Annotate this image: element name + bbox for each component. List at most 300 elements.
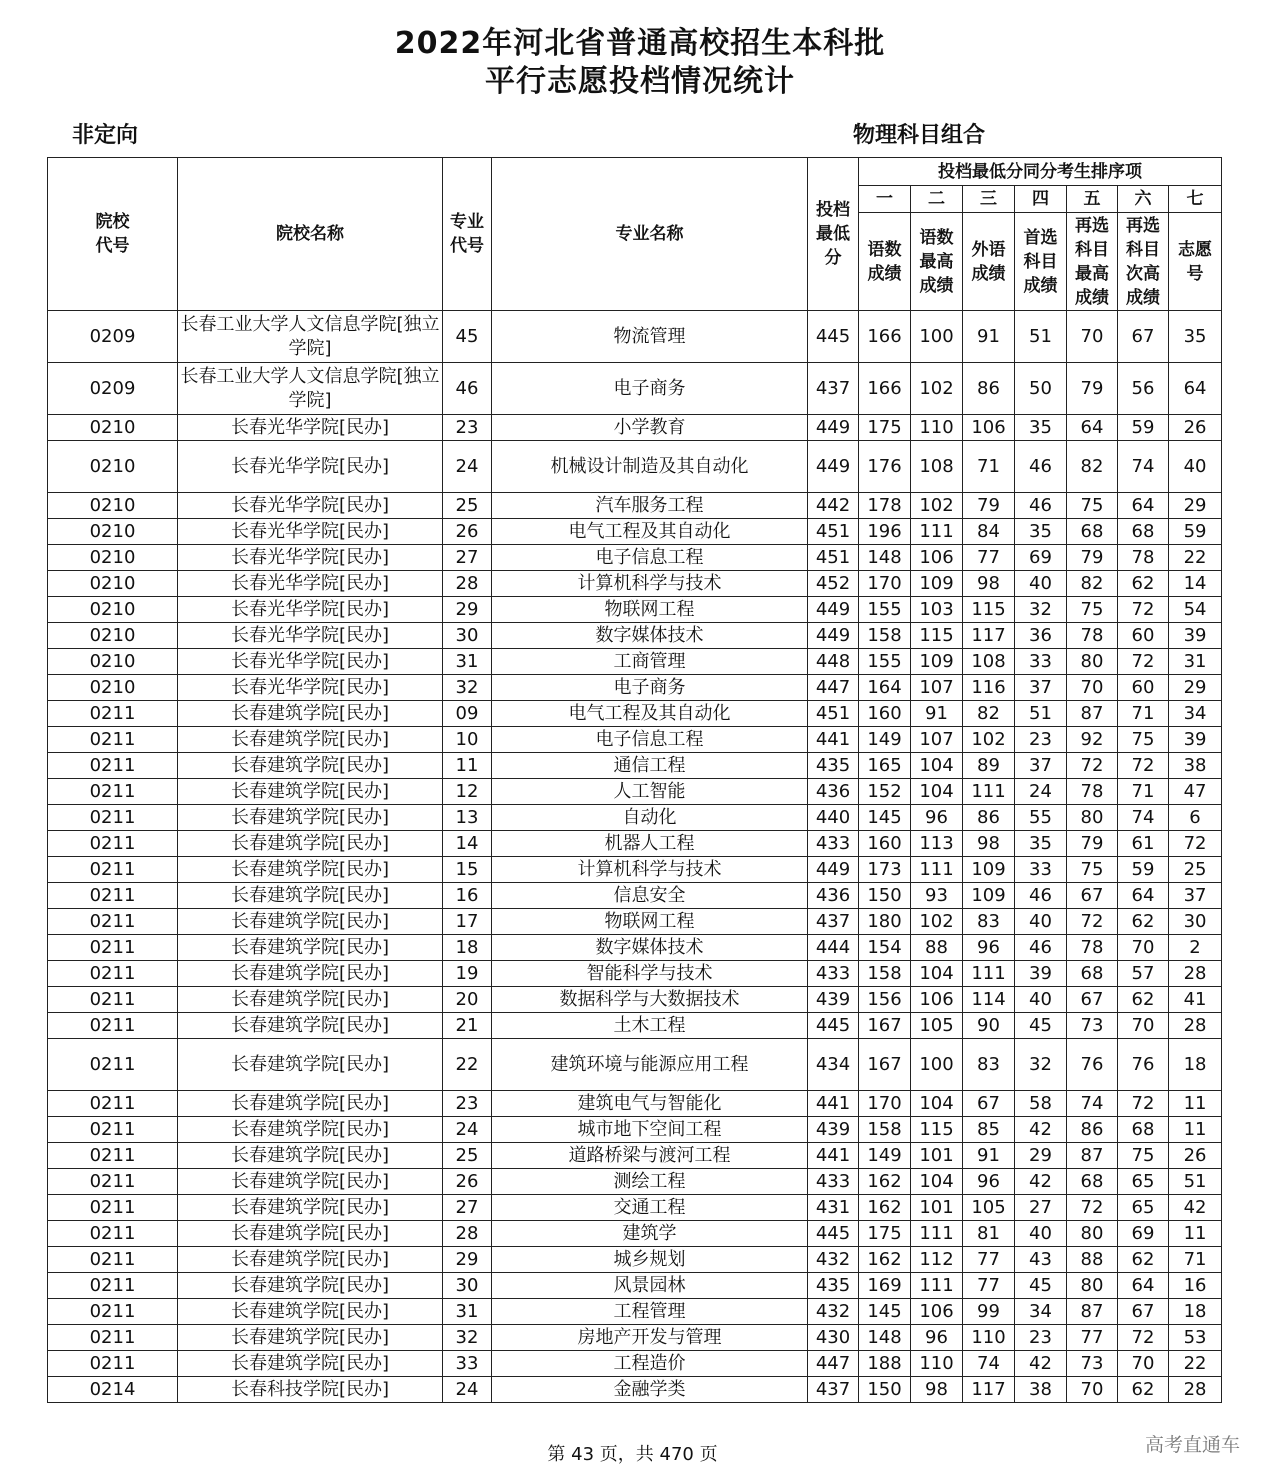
cell-first-subject: 27 (1015, 1195, 1067, 1221)
cell-major-name: 工商管理 (492, 649, 808, 675)
document-title-line1: 2022年河北省普通高校招生本科批 (394, 26, 886, 61)
cell-school-name: 长春建筑学院[民办] (178, 987, 443, 1013)
cell-chinese-math: 149 (859, 727, 911, 753)
cell-chinese-math-max: 88 (911, 935, 963, 961)
cell-preference-no: 26 (1169, 1143, 1222, 1169)
cell-chinese-math-max: 107 (911, 675, 963, 701)
cell-first-subject: 23 (1015, 1325, 1067, 1351)
table-row (48, 1039, 1222, 1091)
cell-major-code: 46 (443, 363, 492, 415)
cell-first-subject: 37 (1015, 675, 1067, 701)
cell-first-subject: 29 (1015, 1143, 1067, 1169)
cell-elective-max: 67 (1067, 883, 1118, 909)
cell-foreign-language: 71 (963, 441, 1015, 493)
table-row (48, 597, 1222, 623)
cell-major-name: 电子信息工程 (492, 727, 808, 753)
cell-school-name: 长春建筑学院[民办] (178, 779, 443, 805)
cell-foreign-language: 85 (963, 1117, 1015, 1143)
cell-school-name: 长春光华学院[民办] (178, 519, 443, 545)
cell-preference-no: 39 (1169, 727, 1222, 753)
cell-elective-max: 72 (1067, 753, 1118, 779)
cell-school-name: 长春光华学院[民办] (178, 441, 443, 493)
cell-min-score: 449 (808, 857, 859, 883)
cell-chinese-math: 164 (859, 675, 911, 701)
cell-preference-no: 42 (1169, 1195, 1222, 1221)
cell-elective-max: 87 (1067, 701, 1118, 727)
cell-chinese-math-max: 111 (911, 857, 963, 883)
table-row (48, 311, 1222, 363)
header-school-name: 院校名称 (178, 158, 443, 311)
cell-school-code: 0211 (48, 1117, 178, 1143)
cell-chinese-math-max: 115 (911, 1117, 963, 1143)
cell-foreign-language: 77 (963, 1273, 1015, 1299)
cell-min-score: 449 (808, 441, 859, 493)
cell-first-subject: 35 (1015, 831, 1067, 857)
cell-chinese-math-max: 96 (911, 805, 963, 831)
cell-elective-second: 76 (1118, 1039, 1169, 1091)
cell-min-score: 448 (808, 649, 859, 675)
cell-school-name: 长春光华学院[民办] (178, 493, 443, 519)
cell-chinese-math: 158 (859, 623, 911, 649)
cell-major-name: 电气工程及其自动化 (492, 701, 808, 727)
cell-elective-max: 64 (1067, 415, 1118, 441)
cell-chinese-math-max: 111 (911, 1221, 963, 1247)
cell-school-code: 0211 (48, 1143, 178, 1169)
cell-first-subject: 58 (1015, 1091, 1067, 1117)
cell-major-name: 建筑环境与能源应用工程 (492, 1039, 808, 1091)
cell-school-code: 0210 (48, 571, 178, 597)
cell-major-code: 28 (443, 571, 492, 597)
cell-major-name: 土木工程 (492, 1013, 808, 1039)
cell-chinese-math: 145 (859, 805, 911, 831)
cell-major-code: 19 (443, 961, 492, 987)
header-tiebreak-item: 志愿号 (1169, 213, 1222, 311)
cell-chinese-math: 149 (859, 1143, 911, 1169)
cell-school-name: 长春建筑学院[民办] (178, 701, 443, 727)
cell-first-subject: 42 (1015, 1117, 1067, 1143)
cell-first-subject: 32 (1015, 597, 1067, 623)
cell-school-code: 0211 (48, 987, 178, 1013)
cell-min-score: 441 (808, 727, 859, 753)
cell-chinese-math-max: 107 (911, 727, 963, 753)
cell-school-code: 0211 (48, 805, 178, 831)
cell-elective-max: 68 (1067, 519, 1118, 545)
cell-min-score: 436 (808, 779, 859, 805)
cell-elective-max: 70 (1067, 675, 1118, 701)
cell-chinese-math: 178 (859, 493, 911, 519)
cell-preference-no: 59 (1169, 519, 1222, 545)
cell-chinese-math-max: 104 (911, 779, 963, 805)
cell-chinese-math-max: 105 (911, 1013, 963, 1039)
cell-school-name: 长春光华学院[民办] (178, 649, 443, 675)
table-row (48, 805, 1222, 831)
cell-school-code: 0210 (48, 545, 178, 571)
cell-preference-no: 22 (1169, 1351, 1222, 1377)
cell-school-code: 0211 (48, 1221, 178, 1247)
table-row (48, 1377, 1222, 1403)
cell-elective-second: 59 (1118, 857, 1169, 883)
cell-major-code: 24 (443, 441, 492, 493)
table-row (48, 623, 1222, 649)
cell-major-name: 工程管理 (492, 1299, 808, 1325)
cell-min-score: 445 (808, 1221, 859, 1247)
cell-chinese-math-max: 106 (911, 545, 963, 571)
cell-major-code: 33 (443, 1351, 492, 1377)
cell-preference-no: 11 (1169, 1091, 1222, 1117)
cell-foreign-language: 74 (963, 1351, 1015, 1377)
cell-elective-max: 79 (1067, 545, 1118, 571)
cell-school-name: 长春建筑学院[民办] (178, 1273, 443, 1299)
cell-elective-second: 67 (1118, 1299, 1169, 1325)
cell-school-code: 0211 (48, 909, 178, 935)
cell-school-name: 长春建筑学院[民办] (178, 727, 443, 753)
cell-min-score: 451 (808, 701, 859, 727)
cell-elective-second: 71 (1118, 701, 1169, 727)
table-row (48, 935, 1222, 961)
cell-foreign-language: 82 (963, 701, 1015, 727)
cell-chinese-math-max: 102 (911, 909, 963, 935)
cell-school-name: 长春建筑学院[民办] (178, 961, 443, 987)
cell-min-score: 430 (808, 1325, 859, 1351)
cell-first-subject: 43 (1015, 1247, 1067, 1273)
cell-school-code: 0210 (48, 493, 178, 519)
cell-major-name: 测绘工程 (492, 1169, 808, 1195)
cell-elective-max: 79 (1067, 831, 1118, 857)
table-row (48, 1169, 1222, 1195)
cell-first-subject: 38 (1015, 1377, 1067, 1403)
cell-school-name: 长春工业大学人文信息学院[独立学院] (178, 363, 443, 415)
table-row (48, 883, 1222, 909)
table-row (48, 857, 1222, 883)
cell-elective-max: 78 (1067, 623, 1118, 649)
cell-major-code: 27 (443, 545, 492, 571)
cell-preference-no: 28 (1169, 1013, 1222, 1039)
header-tiebreak-item: 语数最高成绩 (911, 213, 963, 311)
cell-min-score: 435 (808, 1273, 859, 1299)
cell-preference-no: 25 (1169, 857, 1222, 883)
cell-major-code: 27 (443, 1195, 492, 1221)
cell-foreign-language: 98 (963, 831, 1015, 857)
cell-min-score: 433 (808, 1169, 859, 1195)
cell-school-code: 0211 (48, 1013, 178, 1039)
header-rank-5: 五 (1067, 186, 1118, 213)
cell-first-subject: 33 (1015, 649, 1067, 675)
cell-elective-max: 87 (1067, 1299, 1118, 1325)
cell-chinese-math-max: 106 (911, 1299, 963, 1325)
cell-major-code: 25 (443, 1143, 492, 1169)
cell-school-code: 0211 (48, 1247, 178, 1273)
table-row (48, 1247, 1222, 1273)
table-row (48, 649, 1222, 675)
cell-major-name: 电子商务 (492, 363, 808, 415)
cell-chinese-math-max: 115 (911, 623, 963, 649)
cell-elective-second: 69 (1118, 1221, 1169, 1247)
cell-preference-no: 54 (1169, 597, 1222, 623)
cell-elective-max: 70 (1067, 311, 1118, 363)
cell-first-subject: 32 (1015, 1039, 1067, 1091)
cell-first-subject: 51 (1015, 311, 1067, 363)
cell-min-score: 439 (808, 1117, 859, 1143)
cell-preference-no: 64 (1169, 363, 1222, 415)
cell-min-score: 436 (808, 883, 859, 909)
cell-foreign-language: 115 (963, 597, 1015, 623)
cell-major-name: 人工智能 (492, 779, 808, 805)
cell-chinese-math-max: 111 (911, 1273, 963, 1299)
cell-first-subject: 40 (1015, 1221, 1067, 1247)
cell-foreign-language: 111 (963, 961, 1015, 987)
cell-major-code: 23 (443, 1091, 492, 1117)
cell-school-name: 长春建筑学院[民办] (178, 1325, 443, 1351)
table-row (48, 1143, 1222, 1169)
cell-elective-second: 62 (1118, 1377, 1169, 1403)
cell-major-code: 45 (443, 311, 492, 363)
cell-elective-second: 64 (1118, 883, 1169, 909)
cell-chinese-math-max: 104 (911, 1091, 963, 1117)
cell-min-score: 432 (808, 1247, 859, 1273)
cell-preference-no: 51 (1169, 1169, 1222, 1195)
cell-first-subject: 51 (1015, 701, 1067, 727)
cell-elective-second: 67 (1118, 311, 1169, 363)
cell-school-code: 0211 (48, 779, 178, 805)
cell-elective-second: 65 (1118, 1195, 1169, 1221)
header-rank-1: 一 (859, 186, 911, 213)
cell-chinese-math-max: 101 (911, 1195, 963, 1221)
cell-foreign-language: 117 (963, 1377, 1015, 1403)
cell-major-code: 22 (443, 1039, 492, 1091)
cell-elective-max: 80 (1067, 1221, 1118, 1247)
cell-chinese-math: 176 (859, 441, 911, 493)
cell-chinese-math: 165 (859, 753, 911, 779)
cell-preference-no: 37 (1169, 883, 1222, 909)
table-row (48, 779, 1222, 805)
header-major-code: 专业代号 (443, 158, 492, 311)
cell-elective-max: 75 (1067, 857, 1118, 883)
cell-first-subject: 23 (1015, 727, 1067, 753)
table-row (48, 675, 1222, 701)
cell-elective-second: 72 (1118, 753, 1169, 779)
cell-foreign-language: 102 (963, 727, 1015, 753)
cell-min-score: 433 (808, 961, 859, 987)
cell-chinese-math: 162 (859, 1195, 911, 1221)
cell-major-code: 17 (443, 909, 492, 935)
cell-min-score: 445 (808, 1013, 859, 1039)
cell-school-code: 0211 (48, 883, 178, 909)
header-rank-7: 七 (1169, 186, 1222, 213)
cell-first-subject: 35 (1015, 415, 1067, 441)
cell-chinese-math-max: 93 (911, 883, 963, 909)
cell-elective-second: 62 (1118, 1247, 1169, 1273)
cell-major-name: 电子信息工程 (492, 545, 808, 571)
cell-min-score: 442 (808, 493, 859, 519)
cell-chinese-math: 175 (859, 1221, 911, 1247)
cell-chinese-math-max: 108 (911, 441, 963, 493)
cell-first-subject: 35 (1015, 519, 1067, 545)
header-school-code: 院校代号 (48, 158, 178, 311)
cell-school-code: 0211 (48, 727, 178, 753)
cell-elective-max: 75 (1067, 493, 1118, 519)
cell-major-name: 小学教育 (492, 415, 808, 441)
cell-elective-second: 78 (1118, 545, 1169, 571)
cell-chinese-math: 156 (859, 987, 911, 1013)
cell-major-name: 数据科学与大数据技术 (492, 987, 808, 1013)
cell-school-code: 0210 (48, 675, 178, 701)
cell-chinese-math-max: 98 (911, 1377, 963, 1403)
cell-elective-second: 75 (1118, 727, 1169, 753)
cell-school-name: 长春建筑学院[民办] (178, 1169, 443, 1195)
table-row (48, 1117, 1222, 1143)
cell-major-code: 10 (443, 727, 492, 753)
cell-major-name: 工程造价 (492, 1351, 808, 1377)
cell-chinese-math-max: 91 (911, 701, 963, 727)
cell-min-score: 449 (808, 597, 859, 623)
cell-elective-second: 60 (1118, 623, 1169, 649)
cell-elective-max: 72 (1067, 909, 1118, 935)
cell-school-name: 长春建筑学院[民办] (178, 1299, 443, 1325)
cell-chinese-math: 145 (859, 1299, 911, 1325)
cell-chinese-math-max: 96 (911, 1325, 963, 1351)
cell-min-score: 437 (808, 363, 859, 415)
cell-chinese-math: 155 (859, 597, 911, 623)
cell-min-score: 432 (808, 1299, 859, 1325)
cell-min-score: 449 (808, 415, 859, 441)
cell-chinese-math: 170 (859, 1091, 911, 1117)
table-row (48, 493, 1222, 519)
cell-major-name: 金融学类 (492, 1377, 808, 1403)
cell-chinese-math: 173 (859, 857, 911, 883)
cell-chinese-math-max: 104 (911, 1169, 963, 1195)
cell-foreign-language: 86 (963, 363, 1015, 415)
cell-chinese-math-max: 111 (911, 519, 963, 545)
page-footer: 第 43 页，共 470 页 (547, 1444, 718, 1465)
cell-school-name: 长春建筑学院[民办] (178, 831, 443, 857)
cell-chinese-math: 166 (859, 311, 911, 363)
cell-foreign-language: 114 (963, 987, 1015, 1013)
cell-school-name: 长春建筑学院[民办] (178, 909, 443, 935)
cell-chinese-math: 150 (859, 1377, 911, 1403)
cell-school-code: 0211 (48, 857, 178, 883)
cell-first-subject: 50 (1015, 363, 1067, 415)
cell-elective-second: 64 (1118, 493, 1169, 519)
cell-elective-max: 79 (1067, 363, 1118, 415)
header-rank-2: 二 (911, 186, 963, 213)
cell-major-name: 数字媒体技术 (492, 623, 808, 649)
cell-first-subject: 40 (1015, 909, 1067, 935)
cell-chinese-math-max: 110 (911, 1351, 963, 1377)
cell-chinese-math: 152 (859, 779, 911, 805)
cell-major-code: 20 (443, 987, 492, 1013)
cell-chinese-math: 154 (859, 935, 911, 961)
header-tiebreak-item: 再选科目最高成绩 (1067, 213, 1118, 311)
table-row (48, 1013, 1222, 1039)
cell-foreign-language: 89 (963, 753, 1015, 779)
cell-major-name: 城乡规划 (492, 1247, 808, 1273)
watermark: 高考直通车 (1145, 1434, 1241, 1456)
cell-foreign-language: 98 (963, 571, 1015, 597)
cell-major-name: 自动化 (492, 805, 808, 831)
table-row (48, 1325, 1222, 1351)
cell-chinese-math: 162 (859, 1169, 911, 1195)
cell-preference-no: 2 (1169, 935, 1222, 961)
cell-min-score: 451 (808, 519, 859, 545)
cell-foreign-language: 90 (963, 1013, 1015, 1039)
cell-preference-no: 38 (1169, 753, 1222, 779)
header-rank-6: 六 (1118, 186, 1169, 213)
cell-elective-max: 78 (1067, 935, 1118, 961)
cell-foreign-language: 109 (963, 883, 1015, 909)
cell-major-name: 计算机科学与技术 (492, 571, 808, 597)
cell-major-name: 电子商务 (492, 675, 808, 701)
cell-school-code: 0211 (48, 935, 178, 961)
cell-preference-no: 22 (1169, 545, 1222, 571)
cell-preference-no: 72 (1169, 831, 1222, 857)
cell-school-name: 长春建筑学院[民办] (178, 1039, 443, 1091)
cell-first-subject: 45 (1015, 1273, 1067, 1299)
cell-foreign-language: 111 (963, 779, 1015, 805)
cell-foreign-language: 91 (963, 1143, 1015, 1169)
cell-preference-no: 40 (1169, 441, 1222, 493)
cell-elective-second: 71 (1118, 779, 1169, 805)
cell-first-subject: 42 (1015, 1169, 1067, 1195)
cell-min-score: 435 (808, 753, 859, 779)
cell-major-name: 交通工程 (492, 1195, 808, 1221)
cell-major-name: 信息安全 (492, 883, 808, 909)
cell-foreign-language: 116 (963, 675, 1015, 701)
cell-major-code: 24 (443, 1377, 492, 1403)
cell-school-code: 0210 (48, 623, 178, 649)
cell-elective-max: 80 (1067, 1273, 1118, 1299)
cell-major-code: 31 (443, 1299, 492, 1325)
cell-elective-second: 70 (1118, 1351, 1169, 1377)
cell-elective-max: 80 (1067, 805, 1118, 831)
cell-chinese-math: 169 (859, 1273, 911, 1299)
cell-foreign-language: 117 (963, 623, 1015, 649)
cell-chinese-math: 167 (859, 1039, 911, 1091)
cell-preference-no: 71 (1169, 1247, 1222, 1273)
cell-elective-second: 65 (1118, 1169, 1169, 1195)
cell-elective-max: 67 (1067, 987, 1118, 1013)
cell-school-name: 长春光华学院[民办] (178, 623, 443, 649)
cell-preference-no: 30 (1169, 909, 1222, 935)
cell-school-code: 0211 (48, 1169, 178, 1195)
cell-major-name: 建筑电气与智能化 (492, 1091, 808, 1117)
cell-first-subject: 39 (1015, 961, 1067, 987)
cell-foreign-language: 106 (963, 415, 1015, 441)
cell-foreign-language: 79 (963, 493, 1015, 519)
cell-chinese-math-max: 110 (911, 415, 963, 441)
cell-min-score: 447 (808, 675, 859, 701)
cell-foreign-language: 77 (963, 545, 1015, 571)
cell-chinese-math-max: 100 (911, 311, 963, 363)
cell-min-score: 444 (808, 935, 859, 961)
cell-school-code: 0210 (48, 415, 178, 441)
cell-major-code: 26 (443, 1169, 492, 1195)
cell-school-code: 0211 (48, 1299, 178, 1325)
cell-elective-second: 68 (1118, 1117, 1169, 1143)
cell-elective-max: 73 (1067, 1351, 1118, 1377)
cell-chinese-math: 148 (859, 545, 911, 571)
cell-chinese-math: 188 (859, 1351, 911, 1377)
cell-elective-max: 78 (1067, 779, 1118, 805)
cell-major-code: 32 (443, 1325, 492, 1351)
cell-chinese-math: 158 (859, 1117, 911, 1143)
cell-school-code: 0211 (48, 1325, 178, 1351)
cell-min-score: 452 (808, 571, 859, 597)
cell-major-code: 30 (443, 1273, 492, 1299)
cell-school-code: 0209 (48, 311, 178, 363)
cell-elective-max: 72 (1067, 1195, 1118, 1221)
cell-preference-no: 39 (1169, 623, 1222, 649)
table-row (48, 1273, 1222, 1299)
